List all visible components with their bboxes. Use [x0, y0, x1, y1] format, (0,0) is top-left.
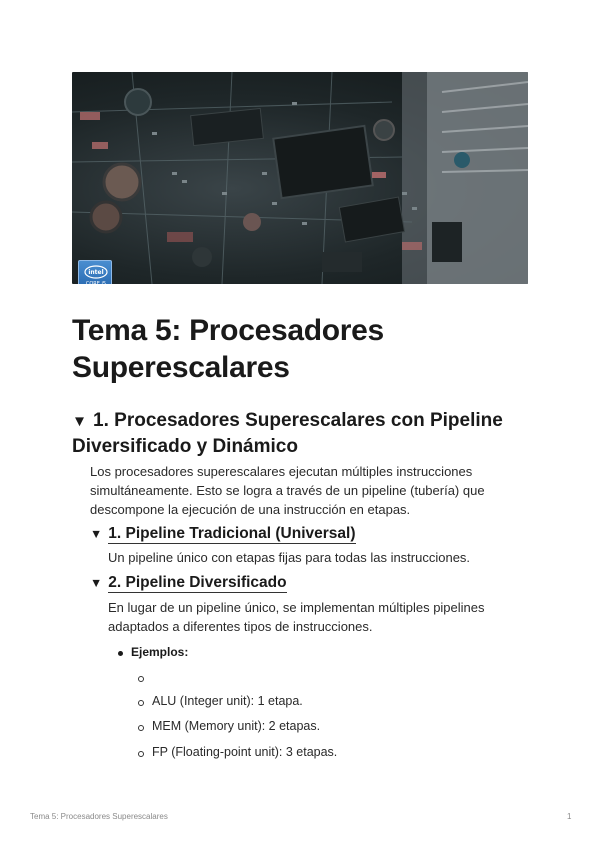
- section-heading-1[interactable]: [72, 408, 528, 459]
- footer-title: Tema 5: Procesadores Superescalares: [30, 812, 168, 821]
- page-number: 1: [567, 812, 572, 821]
- section-heading-line-2: Diversificado y Dinámico: [72, 436, 298, 457]
- page-title-line-1: Tema 5: Procesadores: [72, 314, 384, 347]
- intro-line-2: simultáneamente. Esto se logra a través de un pipeline (tubería) que: [90, 483, 485, 498]
- bullet-ring-icon: [138, 700, 144, 706]
- intro-line-1: Los procesadores superescalares ejecutan múltiples instrucciones: [90, 464, 473, 479]
- toggle-triangle-icon[interactable]: ▼: [72, 413, 88, 430]
- page-title-line-2: Superescalares: [72, 351, 290, 384]
- section-heading-line-1: 1. Procesadores Superescalares con Pipeline: [93, 410, 503, 431]
- toggle-triangle-icon[interactable]: ▼: [90, 576, 103, 590]
- bullet-ring-icon: [138, 676, 144, 682]
- examples-label: Ejemplos:: [131, 645, 189, 659]
- circuit-board-illustration: [72, 72, 528, 287]
- bullet-ring-icon: [138, 751, 144, 757]
- subsection-2-line-1: En lugar de un pipeline único, se implementan múltiples pipelines: [108, 600, 485, 615]
- bullet-dot-icon: [118, 651, 123, 656]
- page-title: [72, 312, 528, 386]
- intel-inside-badge-icon: intel CORE i5 inside: [78, 260, 112, 284]
- toggle-triangle-icon[interactable]: ▼: [90, 527, 103, 541]
- svg-text:intel: intel: [88, 269, 104, 276]
- subsection-1-text: Un pipeline único con etapas fijas para todas las instrucciones.: [108, 550, 471, 565]
- example-item-mem: MEM (Memory unit): 2 etapas.: [152, 719, 321, 733]
- example-item-alu: ALU (Integer unit): 1 etapa.: [152, 694, 303, 708]
- bullet-ring-icon: [138, 725, 144, 731]
- subsection-heading-link[interactable]: 1. Pipeline Tradicional (Universal): [108, 525, 356, 542]
- section-intro-paragraph: [90, 462, 510, 519]
- svg-text:CORE i5: CORE i5: [85, 281, 107, 287]
- subsection-heading-2[interactable]: [90, 573, 287, 593]
- subsection-2-text: [108, 598, 528, 636]
- subsection-heading-1[interactable]: [90, 524, 356, 544]
- subsection-2-line-2: adaptados a diferentes tipos de instrucciones.: [108, 619, 373, 634]
- intro-line-3: descompone la ejecución de una instrucción en etapas.: [90, 502, 411, 517]
- cover-image: [72, 72, 528, 293]
- subsection-heading-link[interactable]: 2. Pipeline Diversificado: [108, 574, 287, 591]
- example-item-fp: FP (Floating-point unit): 3 etapas.: [152, 745, 338, 759]
